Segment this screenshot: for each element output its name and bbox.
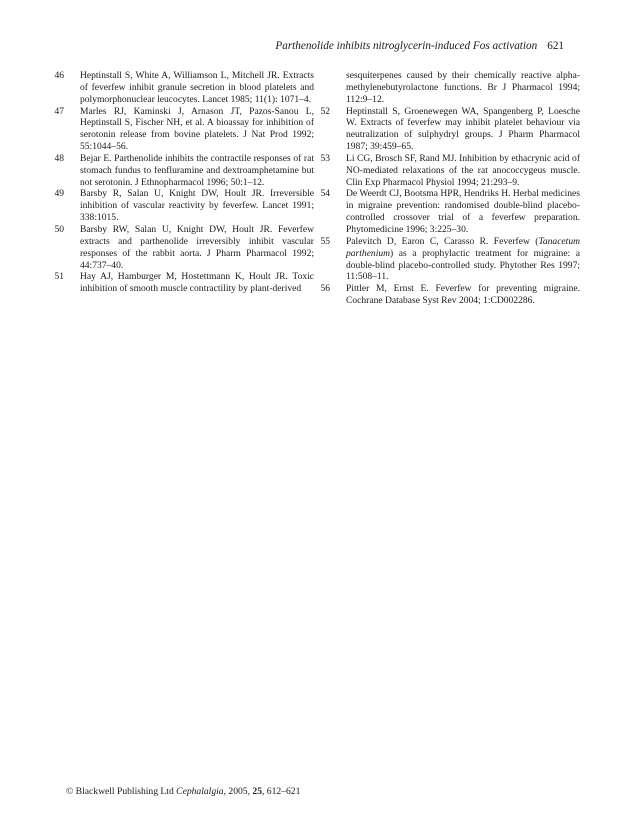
- reference-item: [54, 105, 314, 153]
- reference-item: [320, 235, 580, 283]
- reference-continuation: [332, 70, 580, 106]
- reference-number: 47: [54, 105, 64, 117]
- reference-number: 56: [320, 283, 330, 295]
- reference-text: Pittler M, Ernst E. Feverfew for preventing migraine. Cochrane Database Syst Rev 2004; 1:CD002286.: [346, 283, 580, 307]
- reference-item: [54, 271, 314, 295]
- reference-text: Marles RJ, Kaminski J, Arnason JT, Pazos-Sanou L, Heptinstall S, Fischer NH, et al. A bioassay for inhibition of serotonin release from bovine platelets. J Nat Prod 1992; 55:1044–56.: [80, 105, 314, 153]
- references-right-column: [320, 70, 580, 307]
- copyright-text: © Blackwell Publishing Ltd: [66, 786, 174, 797]
- reference-item: [320, 152, 580, 189]
- reference-item: [54, 223, 314, 271]
- reference-number: 55: [320, 235, 330, 247]
- reference-text: Heptinstall S, White A, Williamson L, Mitchell JR. Extracts of feverfew inhibit granule secretion in blood platelets and polymorphonuclear leucocytes. Lancet 1985; 11(1): 1071–4.: [80, 70, 314, 105]
- reference-number: 51: [54, 271, 64, 283]
- reference-text: Barsby RW, Salan U, Knight DW, Hoult JR. Feverfew extracts and parthenolide irreversibly inhibit vascular responses of the rabbit aorta. J Pharm Pharmacol 1992; 44:737–40.: [80, 223, 314, 271]
- footer-year: , 2005,: [223, 786, 253, 797]
- running-title: Parthenolide inhibits nitroglycerin-induced Fos activation: [275, 40, 538, 52]
- reference-text: Barsby R, Salan U, Knight DW, Hoult JR. Irreversible inhibition of vascular reactivity by feverfew. Lancet 1991; 338:1015.: [80, 188, 314, 224]
- footer-pages: , 612–621: [261, 786, 301, 797]
- reference-item: [320, 188, 580, 235]
- running-header: [275, 40, 564, 52]
- reference-number: 53: [320, 152, 330, 164]
- journal-name: Cephalalgia: [176, 786, 224, 797]
- reference-text: Heptinstall S, Groenewegen WA, Spangenberg P, Loesche W. Extracts of feverfew may inhibit platelet behaviour via neutralization of sulphydryl groups. J Pharm Pharmacol 1987; 39:459–65.: [346, 105, 580, 153]
- reference-number: 46: [54, 70, 64, 81]
- reference-item: [320, 283, 580, 307]
- reference-item: [320, 105, 580, 153]
- reference-text: Hay AJ, Hamburger M, Hostettmann K, Hoult JR. Toxic inhibition of smooth muscle contractility by plant-derived: [80, 271, 314, 295]
- reference-item: [54, 152, 314, 189]
- reference-text-before: Palevitch D, Earon C, Carasso R. Feverfew (: [346, 235, 539, 247]
- references-left-column: [54, 70, 314, 295]
- reference-text: Li CG, Brosch SF, Rand MJ. Inhibition by ethacrynic acid of NO-mediated relaxations of the rat anococcygeus muscle. Clin Exp Pharmacol Physiol 1994; 21:293–9.: [346, 152, 580, 188]
- reference-text: sesquiterpenes caused by their chemically reactive alpha-methylenebutyrolactone functions. Br J Pharmacol 1994; 112:9–12.: [346, 70, 580, 105]
- reference-item: [54, 70, 314, 106]
- reference-number: 48: [54, 152, 64, 164]
- reference-text: Bejar E. Parthenolide inhibits the contractile responses of rat stomach fundus to fenfluramine and dextroamphetamine but not serotonin. J Ethnopharmacol 1996; 50:1–12.: [80, 152, 314, 188]
- footer-volume: 25: [252, 786, 262, 797]
- reference-number: 52: [320, 105, 330, 117]
- reference-item: [54, 188, 314, 224]
- reference-number: 50: [54, 223, 64, 235]
- reference-text-after: ) as a prophylactic treatment for migraine: a double-blind placebo-controlled study. Phytother Res 1997; 11:508–11.: [346, 247, 580, 283]
- reference-number: 54: [320, 188, 330, 200]
- page-footer: [66, 786, 300, 797]
- page-number: 621: [547, 40, 564, 52]
- reference-number: 49: [54, 188, 64, 200]
- reference-text: De Weerdt CJ, Bootsma HPR, Hendriks H. Herbal medicines in migraine prevention: randomised double-blind placebo-controlled crossover trial of a feverfew preparation. Phytomedicine 1996; 3:225–30.: [346, 188, 580, 235]
- species-name: Tanacetum parthenium: [346, 235, 580, 259]
